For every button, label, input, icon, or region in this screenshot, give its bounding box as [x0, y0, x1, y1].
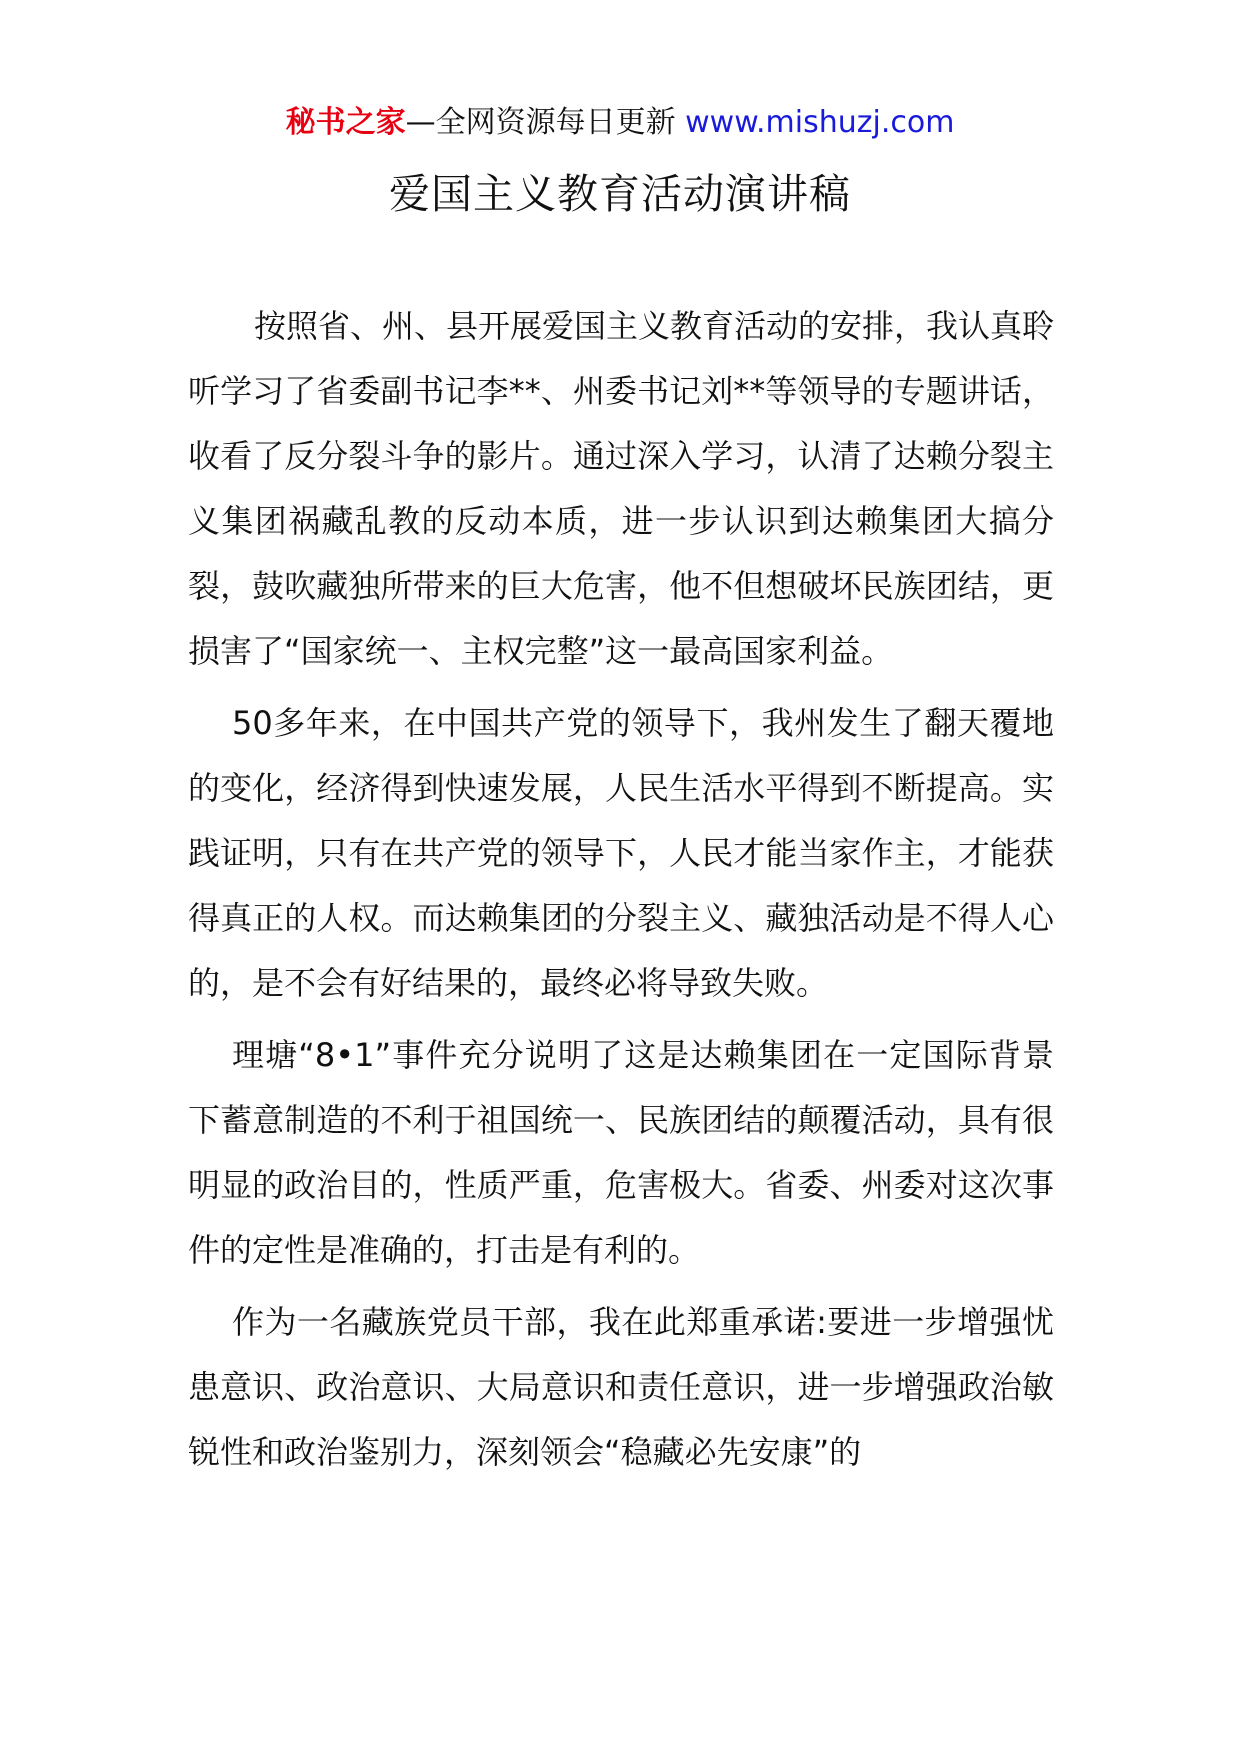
site-header — [0, 100, 1240, 146]
body-paragraph-2: 50多年来，在中国共产党的领导下，我州发生了翻天覆地的变化，经济得到快速发展，人民生活水平得到不断提高。实践证明，只有在共产党的领导下，人民才能当家作主，才能获得真正的人权。而达赖集团的分裂主义、藏独活动是不得人心的，是不会有好结果的，最终必将导致失败。 — [188, 704, 1054, 1002]
document-title: 爱国主义教育活动演讲稿 — [389, 170, 851, 218]
document-body — [188, 294, 1054, 1492]
body-paragraph-3: 理塘“8•1”事件充分说明了这是达赖集团在一定国际背景下蓄意制造的不利于祖国统一、民族团结的颠覆活动，具有很明显的政治目的，性质严重，危害极大。省委、州委对这次事件的定性是准确的，打击是有利的。 — [188, 1036, 1054, 1269]
site-url-link[interactable]: www.mishuzj.com — [685, 105, 955, 140]
site-tagline: —全网资源每日更新 — [405, 105, 686, 140]
body-paragraph-1: 按照省、州、县开展爱国主义教育活动的安排，我认真聆听学习了省委副书记李**、州委书记刘**等领导的专题讲话，收看了反分裂斗争的影片。通过深入学习，认清了达赖分裂主义集团祸藏乱教的反动本质，进一步认识到达赖集团大搞分裂，鼓吹藏独所带来的巨大危害，他不但想破坏民族团结，更损害了“国家统一、主权完整”这一最高国家利益。 — [188, 307, 1055, 670]
site-brand: 秘书之家 — [285, 105, 406, 140]
body-paragraph-4: 作为一名藏族党员干部，我在此郑重承诺:要进一步增强忧患意识、政治意识、大局意识和责任意识，进一步增强政治敏锐性和政治鉴别力，深刻领会“稳藏必先安康”的 — [188, 1303, 1054, 1471]
